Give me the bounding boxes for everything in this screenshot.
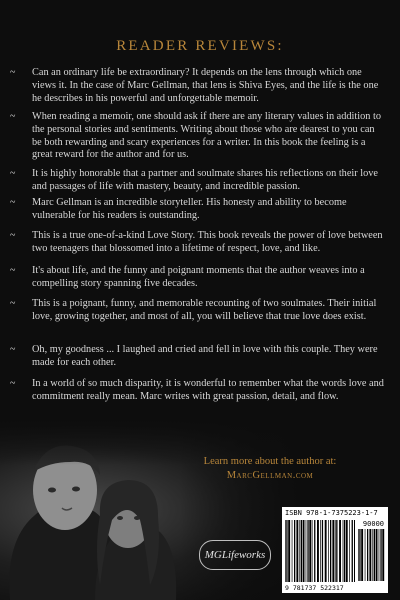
barcode-digits: 9 781737 522317 — [285, 584, 344, 592]
review-text: It is highly honorable that a partner and soulmate shares his reflections on their love and passages of life with mastery, beauty, and incredible passion. — [32, 168, 378, 192]
review-text: Can an ordinary life be extraordinary? It depends on the lens through which one views it. In the case of Marc Gellman, that lens is Shiva Eyes, and the life is the one he describes in his powerful and unforgettable memoir. — [32, 67, 379, 104]
tilde-bullet: ~ — [10, 298, 16, 309]
tilde-bullet: ~ — [10, 197, 16, 208]
reader-reviews-heading: READER REVIEWS: — [116, 38, 284, 54]
tilde-bullet: ~ — [10, 168, 16, 179]
review-text: In a world of so much disparity, it is wonderful to remember what the words love and commitment really mean. Marc writes with great passion, detail, and flow. — [32, 378, 384, 402]
barcode-bars — [285, 520, 355, 582]
isbn-text: ISBN 978-1-7375223-1-7 — [285, 509, 378, 517]
isbn-barcode — [282, 507, 388, 593]
tilde-bullet: ~ — [10, 378, 16, 389]
price-barcode-bars — [358, 529, 385, 581]
tilde-bullet: ~ — [10, 344, 16, 355]
tilde-bullet: ~ — [10, 230, 16, 241]
review-text: This is a true one-of-a-kind Love Story. This book reveals the power of love between two teenagers that blossomed into a lifetime of respect, love, and like. — [32, 230, 383, 254]
learn-more-text: Learn more about the author at: — [203, 456, 337, 467]
tilde-bullet: ~ — [10, 111, 16, 122]
review-text: When reading a memoir, one should ask if there are any literary values in addition to the personal stories and sentiments. Writing about those who are dearest to you can be both rewarding and scary experiences for a writer. In this book the feeling is a great reward for the author and for us. — [32, 111, 381, 161]
price-code: 90000 — [362, 520, 384, 528]
website-link[interactable]: MarcGellman.com — [226, 470, 314, 481]
review-text: Oh, my goodness ... I laughed and cried and fell in love with this couple. They were made for each other. — [32, 344, 378, 368]
review-text: Marc Gellman is an incredible storyteller. His honesty and ability to become vulnerable for his readers is outstanding. — [32, 197, 347, 221]
learn-more-block — [155, 455, 385, 483]
review-text: This is a poignant, funny, and memorable recounting of two soulmates. Their initial love, growing together, and most of all, you will believe that true love does exist. — [32, 298, 377, 322]
review-text: It's about life, and the funny and poignant moments that the author weaves into a compelling story spanning five decades. — [32, 265, 365, 289]
tilde-bullet: ~ — [10, 265, 16, 276]
tilde-bullet: ~ — [10, 67, 16, 78]
publisher-logo: MGLifeworks — [199, 540, 271, 570]
